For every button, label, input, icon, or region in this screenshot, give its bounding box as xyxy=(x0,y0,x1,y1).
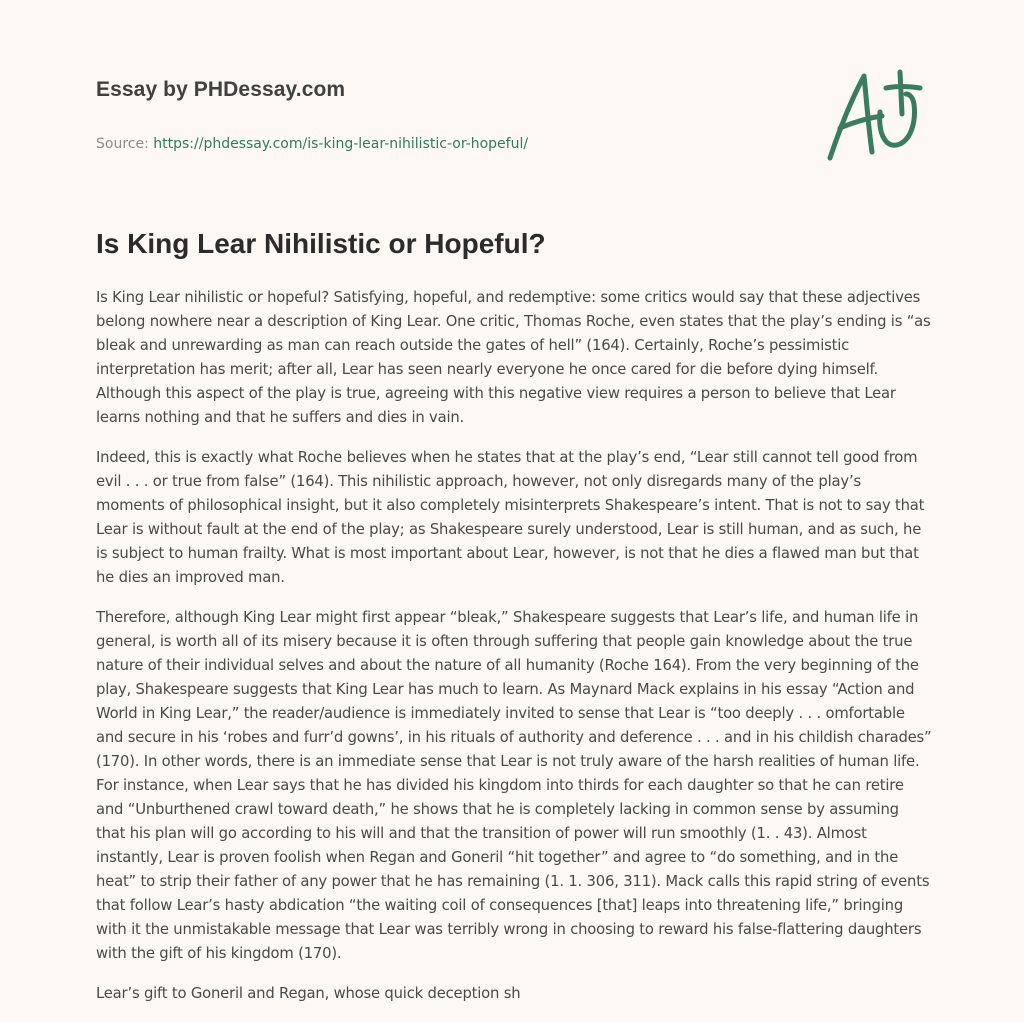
header xyxy=(96,78,528,152)
essay-body xyxy=(96,286,932,1022)
paragraph: Lear’s gift to Goneril and Regan, whose quick deception sh xyxy=(96,985,521,1002)
essay-title: Is King Lear Nihilistic or Hopeful? xyxy=(96,228,546,259)
paragraph: Indeed, this is exactly what Roche believes when he states that at the play’s end, “Lear still cannot tell good from evil . . . or true from false” (164). This nihilistic approach, however, not only disregards many of the play’s moments of philosophical insight, but it also completely misinterprets Shakespeare’s intent. That is not to say that Lear is without fault at the end of the play; as Shakespeare surely understood, Lear is still human, and as such, he is subject to human frailty. What is most important about Lear, however, is not that he dies a flawed man but that he dies an improved man. xyxy=(96,449,925,586)
source-line xyxy=(96,136,528,152)
paragraph: Therefore, although King Lear might first appear “bleak,” Shakespeare suggests that Lear’s life, and human life in general, is worth all of its misery because it is often through suffering that people gain knowledge about the true nature of their individual selves and about the nature of all humanity (Roche 164). From the very beginning of the play, Shakespeare suggests that King Lear has much to learn. As Maynard Mack explains in his essay “Action and World in King Lear,” the reader/audience is immediately invited to sense that Lear is “too deeply . . . omfortable and secure in his ‘robes and furr’d gowns’, in his rituals of authority and deference . . . and in his childish charades” (170). In other words, there is an immediate sense that Lear is not truly aware of the harsh realities of human life. For instance, when Lear says that he has divided his kingdom into thirds for each daughter so that he can retire and “Unburthened crawl toward death,” he shows that he is completely lacking in common sense by assuming that his plan will go according to his will and that the transition of power will run smoothly (1. . 43). Almost instantly, Lear is proven foolish when Regan and Goneril “hit together” and agree to “do something, and in the heat” to strip their father of any power that he has remaining (1. 1. 306, 311). Mack calls this rapid string of events that follow Lear’s hasty abdication “the waiting coil of consequences [that] leaps into threatening life,” bringing with it the unmistakable message that Lear was terribly wrong in choosing to reward his false-flattering daughters with the gift of his kingdom (170). xyxy=(96,609,932,962)
a-plus-logo-icon xyxy=(820,64,930,164)
source-link[interactable]: https://phdessay.com/is-king-lear-nihilistic-or-hopeful/ xyxy=(153,136,529,152)
brand-title: Essay by PHDessay.com xyxy=(96,78,346,101)
source-label: Source: xyxy=(96,136,154,152)
paragraph: Is King Lear nihilistic or hopeful? Satisfying, hopeful, and redemptive: some critics would say that these adjectives belong nowhere near a description of King Lear. One critic, Thomas Roche, even states that the play’s ending is “as bleak and unrewarding as man can reach outside the gates of hell” (164). Certainly, Roche’s pessimistic interpretation has merit; after all, Lear has seen nearly everyone he once cared for die before dying himself. Although this aspect of the play is true, agreeing with this negative view requires a person to believe that Lear learns nothing and that he suffers and dies in vain. xyxy=(96,289,931,426)
